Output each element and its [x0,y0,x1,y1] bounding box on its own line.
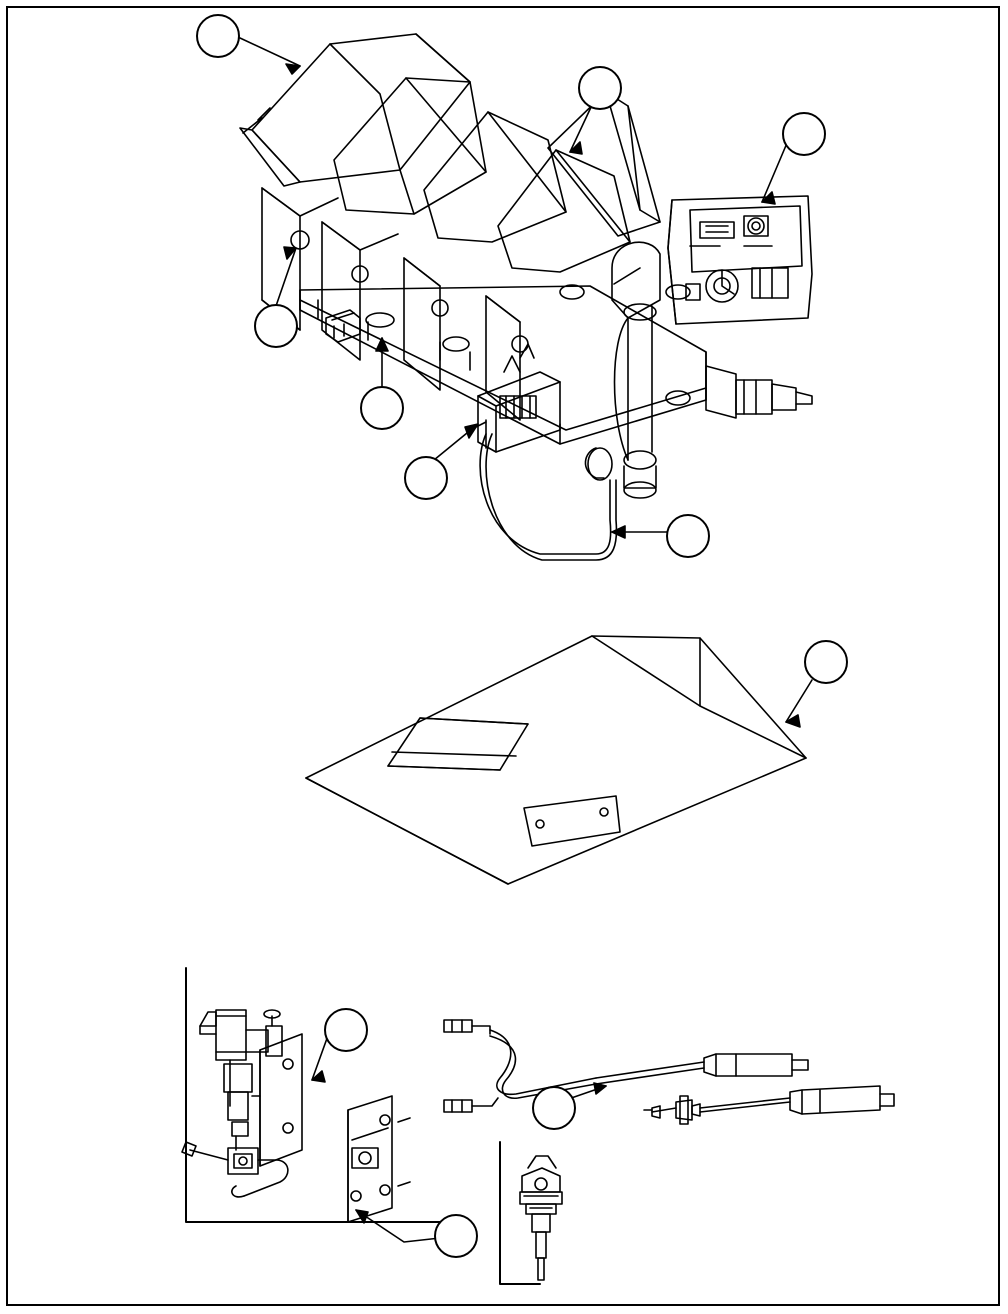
callout-7 [666,514,710,558]
callout-11 [434,1214,478,1258]
burner-manifold-assembly [240,34,812,560]
deflector-panel-assembly [306,636,812,884]
callout-2 [578,66,622,110]
callout-10 [532,1086,576,1130]
callout-8 [804,640,848,684]
callout-1 [196,14,240,58]
callout-9 [324,1008,368,1052]
callout-6 [404,456,448,500]
callout-3 [782,112,826,156]
callout-4 [254,304,298,348]
valve-and-igniter-detail [182,968,894,1284]
callout-5 [360,386,404,430]
